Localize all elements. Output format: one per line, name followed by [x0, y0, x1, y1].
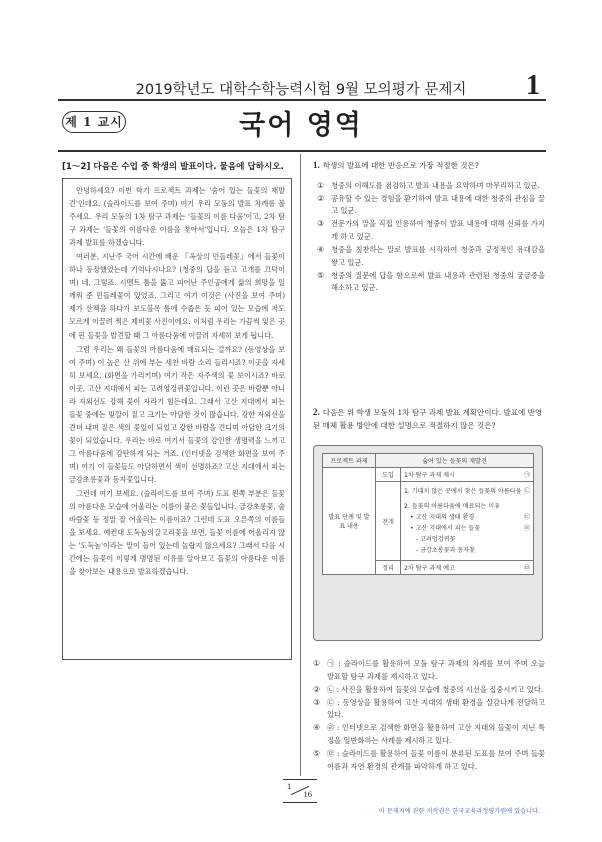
question-1-text: 학생의 발표에 대한 반응으로 가장 적절한 것은?: [322, 161, 479, 170]
option-text: 공유할 수 있는 경험을 환기하여 발표 내용에 대한 청중의 관심을 끌고 있군.: [331, 193, 545, 216]
option-mark: ②: [313, 684, 321, 694]
option-mark: ④: [317, 244, 325, 254]
question-2: [313, 406, 545, 432]
option-5[interactable]: [317, 270, 545, 295]
passage-paragraph: 여러분, 지난주 국어 시간에 배운 『옥상의 민들레꽃』에서 들꽃이 하나 등장했었는데 기억나시나요? (청중의 답을 듣고 고개를 끄덕이며) 네, 그렇죠. 시멘트 틈을 뚫고 피어난 주인공에게 삶의 희망을 일깨워 준 민들레꽃이 있었죠. 그리고 여기 이것은 (사진을 보여 주며) 제가 산책을 하다가 보도블록 틈에 수줍은 듯 피어 있는 모습에 저도 모르게 이끌려 찍은 제비꽃 사진이에요. 이처럼 우리는 가끔씩 잊은 곳에 핀 들꽃을 발견할 때 그 아름다움에 이끌려 자세히 보게 됩니다.: [69, 252, 285, 340]
option-mark: ②: [317, 193, 325, 203]
option-text: 청중의 이해도를 점검하고 발표 내용을 요약하며 마무리하고 있군.: [331, 180, 540, 190]
option-mark: ③: [313, 697, 321, 707]
plan-body-item: [404, 486, 530, 497]
page-number-large: 1: [526, 70, 540, 101]
option-4[interactable]: [317, 244, 545, 269]
plan-project-value: 숨어 있는 들꽃의 재발견: [376, 454, 534, 468]
passage-paragraph: 안녕하세요? 이번 학기 프로젝트 과제는 '숨어 있는 들꽃의 재발견'인데요. (슬라이드를 보여 주며) 여기 우리 모둠의 발표 차례를 볼 주세요. 우리 모둠의 1차 탐구 과제는 '들꽃의 이름 다움'이고, 2차 탐구 과제는 '들꽃의 이름다운 이름을 찾아서'입니다. 오늘은 1차 탐구 과제 발표를 하겠습니다.: [69, 186, 285, 248]
question-1: [313, 159, 545, 295]
plan-body-item-text: • 고산 지대의 생태 환경: [410, 514, 475, 521]
question-1-stem: [313, 159, 545, 173]
header-bottom-rule: [58, 150, 546, 152]
option-mark: ④: [313, 723, 321, 733]
plan-intro-label: 도입: [376, 468, 401, 482]
option-text: ㉣ : 인터넷으로 검색한 화면을 활용하여 고산 지대의 들꽃이 지닌 특징을 일반화하는 사례를 제시하고 있다.: [327, 723, 545, 746]
option-1[interactable]: [317, 180, 545, 193]
plan-phase-label: 발표 단계 및 발표 내용: [323, 468, 376, 575]
folio-current: 1: [287, 781, 292, 791]
plan-marker: ㉠: [523, 472, 530, 479]
plan-marker: ㉡: [523, 488, 530, 495]
plan-body-item-text: • 고산 지대에서 피는 들꽃: [410, 525, 481, 532]
period-badge: 제 1 교시: [62, 111, 126, 133]
plan-close-value: 2차 탐구 과제 예고: [404, 565, 455, 572]
option-4[interactable]: [313, 722, 545, 747]
plan-close-cell: [401, 561, 534, 575]
option-2[interactable]: [317, 193, 545, 218]
option-text: ㉤ : 슬라이드를 활용하여 들꽃 이름이 분류된 도표를 보여 주며 들꽃 이름과 자연 환경의 관계를 파악하게 하고 있다.: [327, 749, 545, 771]
option-1[interactable]: [313, 658, 545, 683]
option-text: ㉢ : 동영상을 활용하여 고산 지대의 생태 환경을 실감나게 전달하고 있다.: [327, 697, 545, 720]
passage-paragraph: 그럼 우리는 왜 들꽃의 아름다움에 매료되는 걸까요? (동영상을 보여 주며) 이 높은 산 위에 부는 세찬 바람 소리 들리시죠? 이곳을 자세히 보세요. (화면을 가리키며) 여기 작은 자주색의 꽃 보이시죠? 바로 이곳, 고산 지대에서 피는 고려엉겅퀴꽃입니다. 이런 곳은 바람뿐 아니라 자외선도 강해 꽃이 자라기 힘든데요. 그래서 고산 지대에서 피는 들꽃 중에는 빛깔이 짙고 크기는 아담한 것이 많습니다. 강한 자외선을 견뎌 내며 짙은 색의 꽃잎이 되었고 강한 바람을 견디며 아담한 크기의 꽃이 되었습니다. 우리는 바로 여기서 들꽃의 강인한 생명력을 느끼고 그 아름다움에 감탄하게 되는 거죠. (인터넷을 검색한 화면을 보여 주며) 여기 이 들꽃들도 아담하면서 색이 선명하죠? 고산 지대에서 피는 금강초롱꽃과 동자꽃입니다.: [69, 344, 285, 485]
plan-body-item: [404, 512, 530, 523]
question-group-instruction: [1～2] 다음은 수업 중 학생의 발표이다. 물음에 답하시오.: [62, 162, 284, 172]
page-folio: [283, 779, 317, 803]
option-mark: ③: [317, 219, 325, 229]
option-5[interactable]: [313, 748, 545, 773]
plan-body-item-text: - 고려엉겅퀴꽃: [416, 536, 456, 543]
presentation-plan-table: [322, 453, 534, 575]
option-mark: ①: [313, 659, 321, 668]
option-text: ㉡ : 사진을 활용하여 들꽃의 모습에 청중의 시선을 집중시키고 있다.: [327, 684, 544, 694]
plan-marker: ㉢: [523, 514, 530, 521]
presentation-plan-frame: [313, 445, 543, 641]
plan-body-item-text: - 금강초롱꽃과 동자꽃: [416, 547, 476, 554]
plan-body-item: [404, 545, 530, 556]
question-2-number: 2.: [313, 407, 320, 417]
plan-body-item: [404, 534, 530, 545]
plan-body-item: [404, 501, 530, 512]
option-text: 청중을 칭찬하는 말로 발표를 시작하여 청중과 긍정적인 유대감을 쌓고 있군.: [331, 244, 545, 267]
option-mark: ①: [317, 180, 325, 190]
question-1-number: 1.: [313, 160, 320, 170]
plan-intro-value: 1차 탐구 과제 제시: [404, 472, 455, 479]
plan-marker: ㉣: [523, 525, 530, 532]
plan-project-label: 프로젝트 과제: [323, 454, 376, 468]
subject-title: 국어 영역: [239, 110, 363, 141]
question-2-text: 다음은 위 학생 모둠의 1차 탐구 과제 발표 계획안이다. 발표에 반영된 매체 활용 방안에 대한 설명으로 적절하지 않은 것은?: [313, 408, 543, 430]
plan-marker: ㉤: [523, 565, 530, 572]
option-text: 전문가의 말을 직접 인용하여 청중이 발표 내용에 대해 신뢰를 가지게 하고 있군.: [331, 219, 545, 241]
exam-title: 2019학년도 대학수학능력시험 9월 모의평가 문제지: [135, 82, 467, 98]
plan-close-label: 정리: [376, 561, 401, 575]
question-1-options: [313, 180, 545, 295]
option-3[interactable]: [313, 697, 545, 722]
option-mark: ⑤: [317, 270, 325, 280]
question-2-options: [313, 658, 545, 774]
option-2[interactable]: [313, 684, 545, 697]
plan-body-item-text: 2. 들꽃의 아름다움에 매료되는 이유: [404, 503, 500, 510]
option-text: ㉠ : 슬라이드를 활용하여 모둠 탐구 과제의 차례를 보여 주며 오늘 발표할 탐구 과제를 제시하고 있다.: [327, 659, 545, 681]
plan-intro-cell: [401, 468, 534, 482]
folio-total: 16: [303, 789, 312, 799]
question-2-stem: [313, 406, 545, 432]
passage-box: [62, 178, 292, 660]
passage-paragraph: 그런데 여기 보세요. (슬라이드를 보여 주며) 도표 왼쪽 부분은 들꽃의 아름다운 모습에 어울리는 이름이 붙은 꽃들입니다. 금강초롱꽃, 술바람꽃 등 정말 잘 어울리는 이름이죠? 그런데 도표 오른쪽의 이름들을 보세요. 예컨대 도둑놈의갈고리꽃을 보면, 들꽃 이름에 어울리지 않는 '도둑놈'이라는 말이 들어 있는데 놀랍지 않으세요? 그래서 다음 시간에는 들꽃이 이렇게 명명된 이유를 알아보고 들꽃의 아름다운 이름을 찾아보는 내용으로 발표하겠습니다.: [69, 489, 285, 577]
copyright-notice: 이 문제지에 관한 저작권은 한국교육과정평가원에 있습니다.: [378, 808, 540, 815]
plan-body-item-text: 1. 기대치 않은 곳에서 찾은 들꽃의 아름다움: [404, 488, 522, 495]
option-3[interactable]: [317, 218, 545, 243]
option-text: 청중의 질문에 답을 함으로써 발표 내용과 관련된 청중의 궁금증을 해소하고 있군.: [331, 270, 545, 293]
plan-body-label: 전개: [376, 482, 401, 561]
option-mark: ⑤: [313, 749, 321, 759]
header-top-rule: [58, 99, 546, 101]
column-divider: [300, 154, 301, 776]
plan-body-item: [404, 523, 530, 534]
plan-body-cell: [401, 482, 534, 561]
